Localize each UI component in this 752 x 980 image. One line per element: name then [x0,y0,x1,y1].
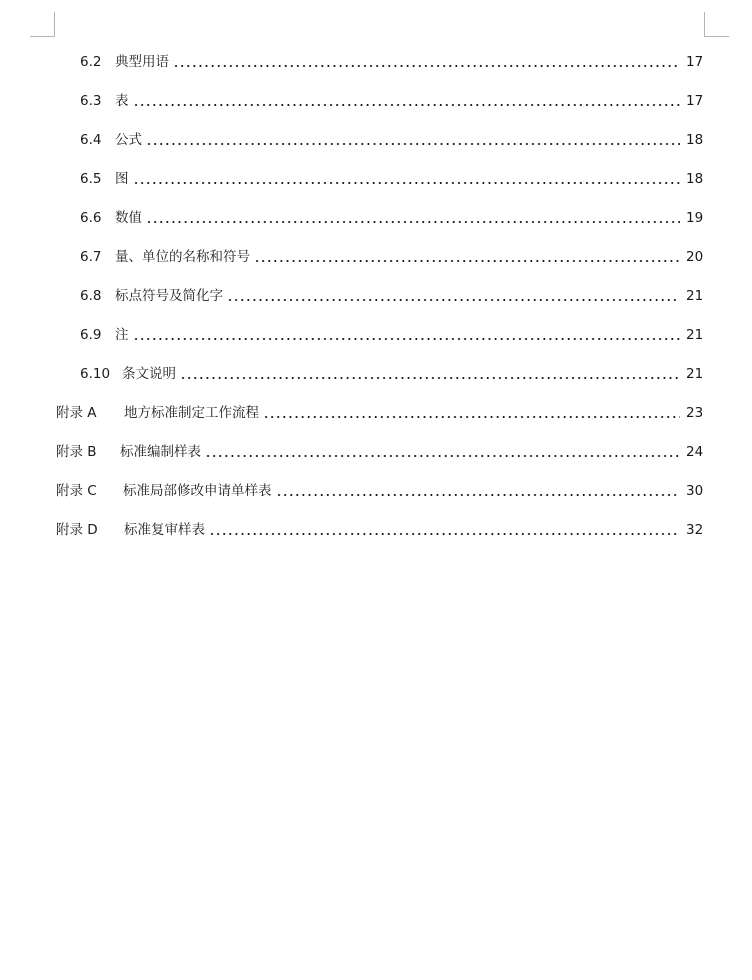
toc-entry-page: 21 [686,366,704,382]
toc-entry-title: 表 [115,93,129,109]
toc-entry-title: 标准局部修改申请单样表 [123,483,272,499]
toc-entry[interactable] [80,246,703,268]
toc-entry-title: 量、单位的名称和符号 [115,249,250,265]
toc-entry-number: 6.2 [80,54,102,70]
toc-entry[interactable] [80,129,703,151]
toc-dot-leader [205,441,680,463]
toc-dot-leader [276,480,681,502]
toc-entry-number: 6.7 [80,249,102,265]
toc-dot-leader [209,519,680,541]
toc-entry-page: 30 [686,483,704,499]
toc-appendix-entry[interactable] [56,519,703,541]
toc-entry-page: 18 [686,132,704,148]
toc-entry[interactable] [80,324,703,346]
toc-entry-title: 标准复审样表 [124,522,205,538]
page-corner-mark-top-right [704,12,729,37]
toc-entry[interactable] [80,168,703,190]
toc-entry-page: 17 [686,93,704,109]
toc-entry[interactable] [80,207,703,229]
toc-entry-title: 数值 [115,210,142,226]
toc-entry[interactable] [80,363,703,385]
toc-entry-title: 标准编制样表 [120,444,201,460]
toc-dot-leader [173,51,680,73]
toc-entry-number: 6.5 [80,171,102,187]
toc-entry-title: 注 [115,327,129,343]
toc-entry-page: 21 [686,288,704,304]
toc-appendix-entry[interactable] [56,441,703,463]
toc-appendix-entry[interactable] [56,480,703,502]
toc-entry-number: 6.8 [80,288,102,304]
toc-entry-page: 19 [686,210,704,226]
toc-dot-leader [133,324,681,346]
toc-entry-number: 6.6 [80,210,102,226]
toc-dot-leader [227,285,680,307]
toc-entry-title: 地方标准制定工作流程 [124,405,259,421]
toc-entry-title: 标点符号及简化字 [115,288,223,304]
toc-entry-page: 18 [686,171,704,187]
toc-dot-leader [263,402,680,424]
toc-dot-leader [180,363,680,385]
toc-entry-number: 6.9 [80,327,102,343]
toc-entry-page: 20 [686,249,704,265]
toc-dot-leader [146,129,680,151]
toc-entry-number: 6.4 [80,132,102,148]
toc-entry-page: 24 [686,444,704,460]
toc-appendix-entry[interactable] [56,402,703,424]
toc-entry-number: 附录 D [56,522,98,538]
toc-entry-number: 附录 A [56,405,97,421]
toc-entry-title: 图 [115,171,129,187]
toc-entry-number: 附录 B [56,444,97,460]
toc-entry-title: 条文说明 [122,366,176,382]
toc-dot-leader [254,246,680,268]
toc-entry-number: 6.3 [80,93,102,109]
toc-entry-page: 32 [686,522,704,538]
toc-entry-page: 21 [686,327,704,343]
toc-entry-title: 典型用语 [115,54,169,70]
page-corner-mark-top-left [30,12,55,37]
toc-entry[interactable] [80,90,703,112]
toc-entry[interactable] [80,51,703,73]
toc-entry-number: 附录 C [56,483,97,499]
toc-entry-page: 23 [686,405,704,421]
toc-entry[interactable] [80,285,703,307]
toc-entry-title: 公式 [115,132,142,148]
toc-dot-leader [133,168,681,190]
toc-dot-leader [146,207,680,229]
toc-entry-page: 17 [686,54,704,70]
toc-dot-leader [133,90,681,112]
toc-entry-number: 6.10 [80,366,111,382]
